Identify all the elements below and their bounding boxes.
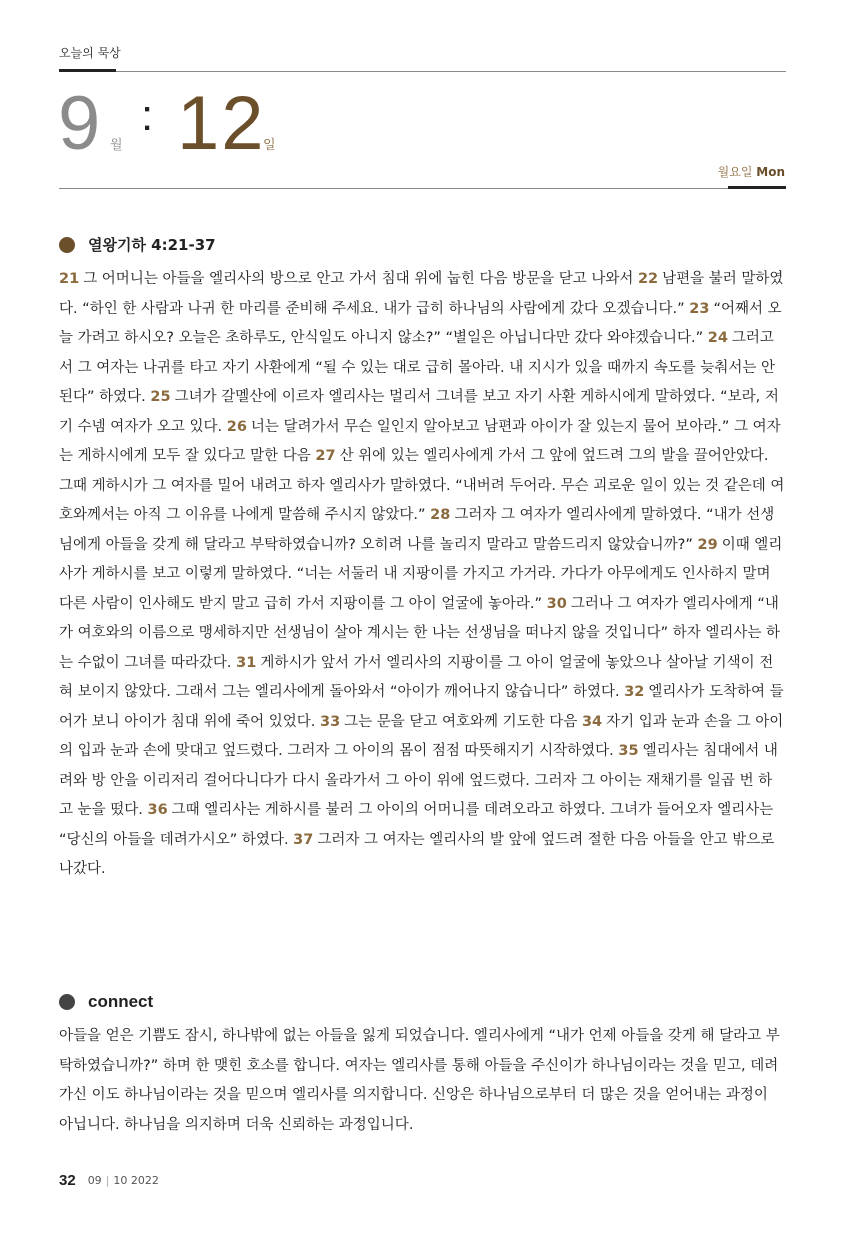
top-rule [59, 71, 786, 72]
verse-text: 그러자 그 여자는 엘리사의 발 앞에 엎드려 절한 다음 아들을 안고 밖으로 나갔다. [59, 831, 775, 877]
verse-number: 37 [293, 831, 314, 848]
verse-number: 28 [430, 507, 451, 523]
verse-text: 엘리사는 침대에서 내려와 방 안을 이리저리 걸어다니다가 다시 올라가서 그 아이 위에 엎드렸다. 그러자 그 아이는 재채기를 일곱 번 하고 눈을 떴다. [59, 743, 778, 818]
verse-number: 22 [637, 271, 659, 287]
scripture-reference: 열왕기하 4:21-37 [88, 236, 216, 254]
verse-text: 남편을 불러 말하였다. “하인 한 사람과 나귀 한 마리를 준비해 주세요. 내가 급히 하나님의 사람에게 갔다 오겠습니다.” [59, 271, 784, 317]
connect-title: connect [88, 992, 154, 1011]
verse-text: 그러자 그 여자가 엘리사에게 말하였다. “내가 선생님에게 아들을 갖게 해 달라고 부탁하였습니까? 오히려 나를 놀리지 말라고 말씀드리지 않았습니까?” [59, 507, 775, 553]
date-month: 9 [58, 81, 101, 166]
verse-text: 그녀가 갈멜산에 이르자 엘리사는 멀리서 그녀를 보고 자기 사환 게하시에게 말하였다. “보라, 저기 수넴 여자가 오고 있다. [59, 389, 779, 435]
scripture-passage [59, 265, 786, 885]
issue-month: 09 [87, 1174, 102, 1187]
verse-number: 32 [624, 684, 645, 700]
weekday-korean: 월요일 [717, 165, 753, 179]
verse-text: “어째서 오늘 가려고 하시오? 오늘은 초하루도, 안식일도 아니지 않소?” “별일은 아닙니다만 갔다 와야겠습니다.” [59, 300, 782, 346]
issue-date [88, 1174, 159, 1187]
verse-number: 36 [147, 802, 168, 818]
weekday [718, 163, 785, 180]
issue-separator: | [105, 1174, 110, 1187]
scripture-heading [59, 234, 216, 255]
date-month-label: 월 [110, 138, 123, 153]
verse-text: 그는 문을 닫고 여호와께 기도한 다음 [344, 713, 578, 730]
connect-body: 아들을 얻은 기쁨도 잠시, 하나밖에 없는 아들을 잃게 되었습니다. 엘리사에게 “내가 언제 아들을 갖게 해 달라고 부탁하였습니까?” 하며 한 맺힌 호소를 합니다. 여자는 엘리사를 통해 아들을 주신이가 하나님이라는 것을 믿고, 데려가신 이도 하나님이라는 것을 믿으며 엘리사를 의지합니다. 신앙은 하나님으로부터 더 많은 것을 얻어내는 과정이 아닙니다. 하나님을 의지하며 더욱 신뢰하는 과정입니다. [59, 1028, 780, 1133]
verse-number: 34 [581, 713, 603, 730]
verse-text: 자기 입과 눈과 손을 그 아이의 입과 눈과 손에 맞대고 엎드렸다. 그러자 그 아이의 몸이 점점 따뜻해지기 시작하였다. [59, 713, 784, 759]
section-label-underline [59, 69, 116, 72]
verse-number: 30 [546, 595, 567, 612]
verse-number: 26 [226, 418, 247, 435]
verse-number: 33 [319, 713, 341, 730]
issue-rest: 10 2022 [113, 1174, 159, 1187]
verse-text: 산 위에 있는 엘리사에게 가서 그 앞에 엎드려 그의 발을 끌어안았다. 그때 게하시가 그 여자를 밀어 내려고 하자 엘리사가 말하였다. “내버려 두어라. 무슨 괴로운 일이 있는 것 같은데 여호와께서는 아직 그 이유를 나에게 말씀해 주시지 않았다.” [59, 448, 785, 523]
verse-number: 23 [689, 300, 710, 317]
verse-text: 너는 달려가서 무슨 일인지 알아보고 남편과 아이가 잘 있는지 물어 보아라.” 그 여자는 게하시에게 모두 잘 있다고 말한 다음 [59, 418, 781, 464]
verse-text: 게하시가 앞서 가서 엘리사의 지팡이를 그 아이 얼굴에 놓았으나 살아날 기색이 전혀 보이지 않았다. 그래서 그는 엘리사에게 돌아와서 “아이가 깨어나지 않습니다” 하였다. [59, 654, 774, 700]
verse-text: 그러고서 그 여자는 나귀를 타고 자기 사환에게 “될 수 있는 대로 급히 몰아라. 내 지시가 있을 때까지 속도를 늦춰서는 안 된다” 하였다. [59, 330, 775, 405]
date-day-label: 일 [263, 138, 276, 153]
verse-text: 그러나 그 여자가 엘리사에게 “내가 여호와의 이름으로 맹세하지만 선생님이 살아 계시는 한 나는 선생님을 떠나지 않을 것입니다” 하자 엘리사는 하는 수없이 그녀를 따라갔다. [59, 595, 780, 671]
verse-text: 그 어머니는 아들을 엘리사의 방으로 안고 가서 침대 위에 눕힌 다음 방문을 닫고 나와서 [83, 271, 634, 287]
verse-text: 이때 엘리사가 게하시를 보고 이렇게 말하였다. “너는 서둘러 내 지팡이를 가지고 가거라. 가다가 아무에게도 인사하지 말며 다른 사람이 인사해도 받지 말고 급히 가서 지팡이를 그 아이 얼굴에 놓아라.” [59, 536, 783, 612]
connect-heading [59, 992, 153, 1012]
date-day: 12 [177, 81, 266, 166]
header-divider [59, 188, 786, 189]
page-number: 32 [59, 1172, 76, 1189]
section-label: 오늘의 묵상 [59, 46, 121, 60]
verse-number: 27 [315, 448, 336, 464]
date-colon: : [141, 91, 154, 140]
verse-number: 35 [618, 743, 639, 759]
verse-number: 25 [150, 389, 171, 405]
verse-number: 29 [697, 536, 718, 553]
verse-number: 31 [236, 654, 257, 671]
verse-text: 그때 엘리사는 게하시를 불러 그 아이의 어머니를 데려오라고 하였다. 그녀가 들어오자 엘리사는 “당신의 아들을 데려가시오” 하였다. [59, 802, 774, 848]
weekday-underline [728, 186, 786, 189]
verse-number: 24 [707, 330, 728, 346]
verse-text: 엘리사가 도착하여 들어가 보니 아이가 침대 위에 죽어 있었다. [59, 684, 784, 730]
verse-number: 21 [59, 271, 80, 287]
bullet-dot-icon [59, 994, 75, 1010]
bullet-dot-icon [59, 237, 75, 253]
weekday-english: Mon [756, 165, 785, 179]
page-footer [59, 1172, 159, 1189]
